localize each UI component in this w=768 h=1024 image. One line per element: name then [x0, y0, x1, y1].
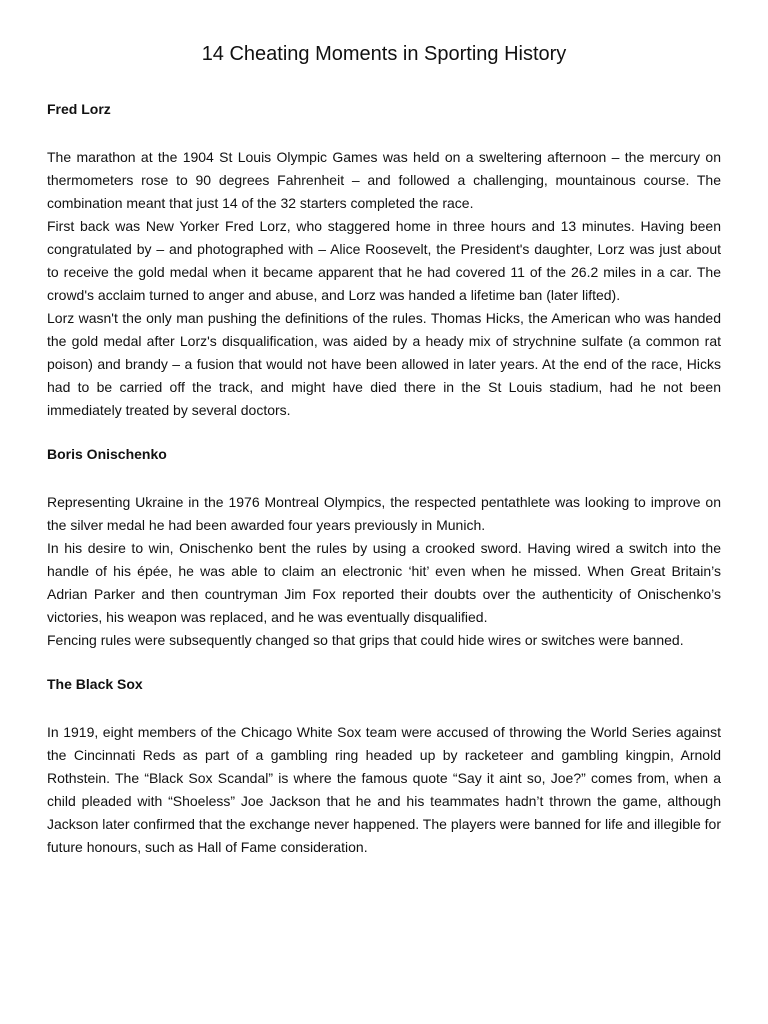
paragraph: The marathon at the 1904 St Louis Olympic Games was held on a sweltering afternoon – the mercury on thermometers rose to 90 degrees Fahrenheit – and followed a challenging, mountainous course. The combination meant that just 14 of the 32 starters completed the race.	[47, 149, 721, 211]
section-heading: The Black Sox	[47, 676, 143, 692]
paragraph: First back was New Yorker Fred Lorz, who staggered home in three hours and 13 minutes. Having been congratulated by – and photographed with – Alice Roosevelt, the President's daughter, Lorz was just about to receive the gold medal when it became apparent that he had covered 11 of the 26.2 miles in a car. The crowd's acclaim turned to anger and abuse, and Lorz was handed a lifetime ban (later lifted).	[47, 218, 721, 303]
paragraph: Representing Ukraine in the 1976 Montreal Olympics, the respected pentathlete was looking to improve on the silver medal he had been awarded four years previously in Munich.	[47, 494, 721, 533]
section-heading: Fred Lorz	[47, 101, 111, 117]
section-boris-onischenko	[47, 445, 721, 652]
paragraph: In his desire to win, Onischenko bent the rules by using a crooked sword. Having wired a switch into the handle of his épée, he was able to claim an electronic ‘hit’ even when he missed. When Great Britain’s Adrian Parker and then countryman Jim Fox reported their doubts over the authenticity of Onischenko’s victories, his weapon was replaced, and he was eventually disqualified.	[47, 540, 721, 625]
section-heading: Boris Onischenko	[47, 446, 167, 462]
section-black-sox	[47, 675, 721, 859]
paragraph: Lorz wasn't the only man pushing the definitions of the rules. Thomas Hicks, the American who was handed the gold medal after Lorz's disqualification, was aided by a heady mix of strychnine sulfate (a common rat poison) and brandy – a fusion that would not have been allowed in later years. At the end of the race, Hicks had to be carried off the track, and might have died there in the St Louis stadium, had he not been immediately treated by several doctors.	[47, 310, 721, 418]
paragraph: Fencing rules were subsequently changed so that grips that could hide wires or switches were banned.	[47, 632, 684, 648]
paragraph: In 1919, eight members of the Chicago White Sox team were accused of throwing the World Series against the Cincinnati Reds as part of a gambling ring headed up by racketeer and gambling kingpin, Arnold Rothstein. The “Black Sox Scandal” is where the famous quote “Say it aint so, Joe?” comes from, when a child pleaded with “Shoeless” Joe Jackson that he and his teammates hadn’t thrown the game, although Jackson later confirmed that the exchange never happened. The players were banned for life and illegible for future honours, such as Hall of Fame consideration.	[47, 724, 721, 855]
section-fred-lorz	[47, 100, 721, 422]
page-title: 14 Cheating Moments in Sporting History	[201, 43, 567, 65]
